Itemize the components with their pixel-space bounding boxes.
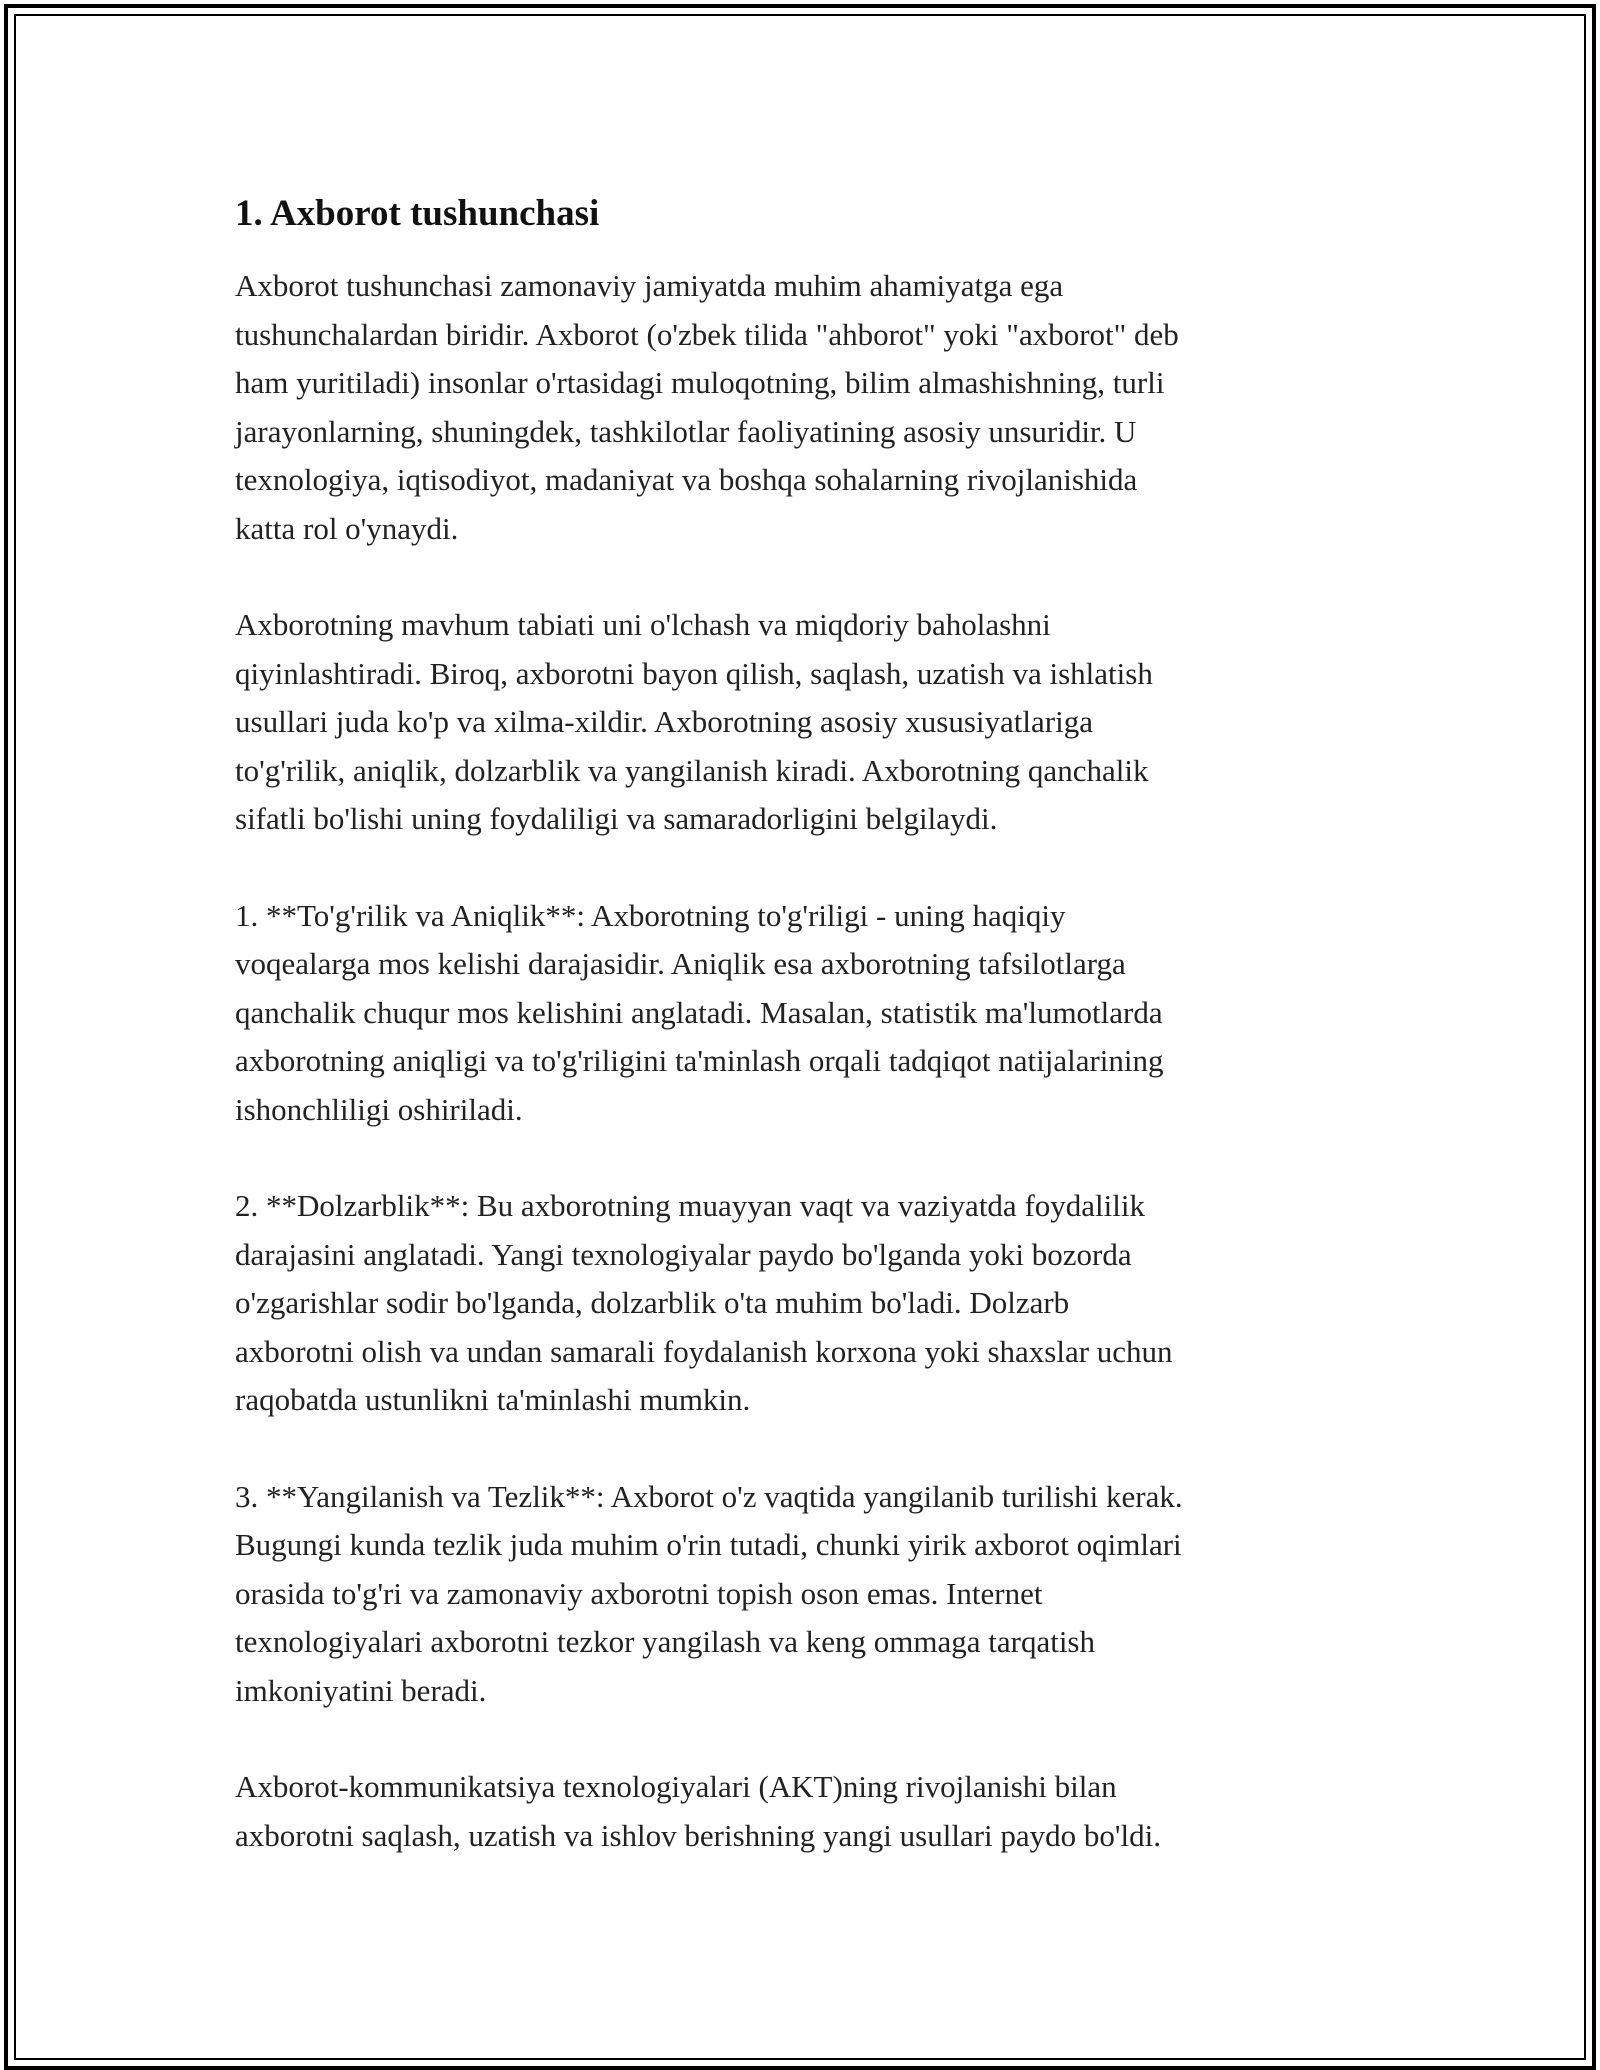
section-title: 1. Axborot tushunchasi — [235, 193, 600, 234]
list-item-updating: 3. **Yangilanish va Tezlik**: Axborot o'z vaqtida yangilanib turilishi kerak. Bugungi kunda tezlik juda muhim o'rin tutadi, chunki yirik axborot oqimlari orasida to'g'ri va zamonaviy axborotni topish oson emas. Internet texnologiyalari axborotni tezkor yangilash va keng ommaga tarqatish imkoniyatini beradi. — [235, 1478, 1183, 1708]
paragraph-intro: Axborot tushunchasi zamonaviy jamiyatda muhim ahamiyatga ega tushunchalardan biridir. Axborot (o'zbek tilida "ahborot" yoki "axborot" deb ham yuritiladi) insonlar o'rtasidagi muloqotning, bilim almashishning, turli jarayonlarning, shuningdek, tashkilotlar faoliyatining asosiy unsuridir. U texnologiya, iqtisodiyot, madaniyat va boshqa sohalarning rivojlanishida katta rol o'ynaydi. — [235, 268, 1179, 546]
paragraph-properties: Axborotning mavhum tabiati uni o'lchash va miqdoriy baholashni qiyinlashtiradi. Biroq, axborotni bayon qilish, saqlash, uzatish va ishlatish usullari juda ko'p va xilma-xildir. Axborotning asosiy xususiyatlariga to'g'rilik, aniqlik, dolzarblik va yangilanish kiradi. Axborotning qanchalik sifatli bo'lishi uning foydaliligi va samaradorligini belgilaydi. — [235, 607, 1153, 836]
list-item-accuracy: 1. **To'g'rilik va Aniqlik**: Axborotning to'g'riligi - uning haqiqiy voqealarga mos kelishi darajasidir. Aniqlik esa axborotning tafsilotlarga qanchalik chuqur mos kelishini anglatadi. Masalan, statistik ma'lumotlarda axborotning aniqligi va to'g'riligini ta'minlash orqali tadqiqot natijalarining ishonchliligi oshiriladi. — [235, 897, 1164, 1127]
paragraph-ict: Axborot-kommunikatsiya texnologiyalari (AKT)ning rivojlanishi bilan axborotni saqlash, uzatish va ishlov berishning yangi usullari paydo bo'ldi. — [235, 1769, 1161, 1853]
document-body — [235, 188, 1385, 1860]
list-item-relevance: 2. **Dolzarblik**: Bu axborotning muayyan vaqt va vaziyatda foydalilik darajasini anglatadi. Yangi texnologiyalar paydo bo'lganda yoki bozorda o'zgarishlar sodir bo'lganda, dolzarblik o'ta muhim bo'ladi. Dolzarb axborotni olish va undan samarali foydalanish korxona yoki shaxslar uchun raqobatda ustunlikni ta'minlashi mumkin. — [235, 1188, 1173, 1417]
